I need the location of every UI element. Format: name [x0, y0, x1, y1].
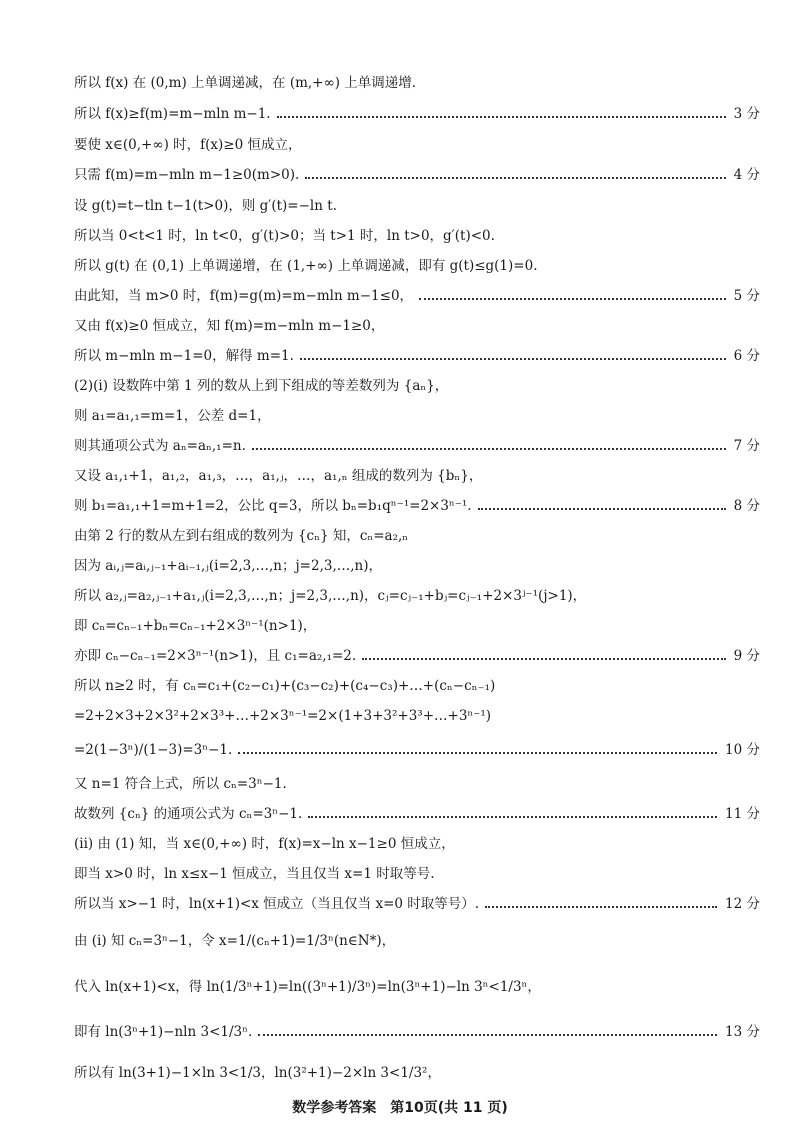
line-text: 则 b₁=a₁,₁+1=m+1=2，公比 q=3，所以 bₙ=b₁qⁿ⁻¹=2×3ⁿ⁻¹. — [74, 498, 472, 514]
score-label: 9 分 — [733, 648, 760, 664]
line-text: (2)(i) 设数阵中第 1 列的数从上到下组成的等差数列为 {aₙ}， — [74, 378, 449, 394]
line-text: (ii) 由 (1) 知，当 x∈(0,+∞) 时，f(x)=x−ln x−1≥0 恒成立， — [74, 836, 455, 852]
solution-line — [74, 616, 760, 636]
solution-line — [74, 977, 760, 997]
solution-line — [74, 406, 760, 426]
score-label: 12 分 — [725, 896, 760, 912]
leader-dots — [308, 816, 717, 818]
score-label: 6 分 — [733, 348, 760, 364]
line-text: 所以当 0<t<1 时，ln t<0，g′(t)>0；当 t>1 时，ln t>0，g′(t)<0. — [74, 228, 495, 244]
leader-dots — [419, 298, 726, 300]
solution-line — [74, 73, 760, 93]
line-text: 即当 x>0 时，ln x≤x−1 恒成立，当且仅当 x=1 时取等号. — [74, 866, 435, 882]
score-label: 5 分 — [733, 288, 760, 304]
line-text: 即 cₙ=cₙ₋₁+bₙ=cₙ₋₁+2×3ⁿ⁻¹(n>1)， — [74, 618, 317, 634]
line-text: 要使 x∈(0,+∞) 时，f(x)≥0 恒成立， — [74, 137, 302, 153]
solution-line — [74, 346, 760, 366]
line-text: 所以 g(t) 在 (0,1) 上单调递增，在 (1,+∞) 上单调递减，即有 g(t)≤g(1)=0. — [74, 258, 538, 274]
solution-line — [74, 165, 760, 185]
line-text: 所以 a₂,ⱼ=a₂,ⱼ₋₁+a₁,ⱼ(i=2,3,…,n；j=2,3,…,n)，cⱼ=cⱼ₋₁+bⱼ=cⱼ₋₁+2×3ʲ⁻¹(j>1)， — [74, 588, 587, 604]
line-text: 设 g(t)=t−tln t−1(t>0)，则 g′(t)=−ln t. — [74, 198, 337, 214]
line-text: 又设 a₁,₁+1，a₁,₂，a₁,₃，…，a₁,ⱼ，…，a₁,ₙ 组成的数列为 {bₙ}， — [74, 468, 483, 484]
line-text: 因为 aᵢ,ⱼ=aᵢ,ⱼ₋₁+aᵢ₋₁,ⱼ(i=2,3,…,n；j=2,3,…,n)， — [74, 558, 383, 574]
line-text: =2(1−3ⁿ)/(1−3)=3ⁿ−1. — [74, 742, 233, 758]
solution-line — [74, 804, 760, 824]
line-text: =2+2×3+2×3²+2×3³+…+2×3ⁿ⁻¹=2×(1+3+3²+3³+…+3ⁿ⁻¹) — [74, 708, 492, 724]
solution-line — [74, 556, 760, 576]
score-label: 11 分 — [725, 806, 760, 822]
solution-line — [74, 676, 760, 696]
score-label: 3 分 — [733, 106, 760, 122]
leader-dots — [258, 1034, 717, 1036]
score-label: 8 分 — [733, 498, 760, 514]
line-text: 所以 m−mln m−1=0，解得 m=1. — [74, 348, 294, 364]
line-text: 则其通项公式为 aₙ=aₙ,₁=n. — [74, 438, 246, 454]
line-text: 亦即 cₙ−cₙ₋₁=2×3ⁿ⁻¹(n>1)，且 c₁=a₂,₁=2. — [74, 648, 357, 664]
solution-line — [74, 931, 760, 951]
line-text: 故数列 {cₙ} 的通项公式为 cₙ=3ⁿ−1. — [74, 806, 303, 822]
line-text: 所以 n≥2 时，有 cₙ=c₁+(c₂−c₁)+(c₃−c₂)+(c₄−c₃)+…+(cₙ−cₙ₋₁) — [74, 678, 496, 694]
solution-line — [74, 316, 760, 336]
solution-line — [74, 1022, 760, 1042]
solution-line — [74, 586, 760, 606]
solution-line — [74, 466, 760, 486]
leader-dots — [485, 906, 717, 908]
solution-line — [74, 286, 760, 306]
score-label: 10 分 — [725, 742, 760, 758]
line-text: 所以 f(x)≥f(m)=m−mln m−1. — [74, 106, 271, 122]
solution-line — [74, 1063, 760, 1083]
solution-line — [74, 496, 760, 516]
line-text: 由此知，当 m>0 时，f(m)=g(m)=m−mln m−1≤0， — [74, 288, 414, 304]
line-text: 则 a₁=a₁,₁=m=1，公差 d=1， — [74, 408, 271, 424]
solution-line — [74, 526, 760, 546]
solution-line — [74, 774, 760, 794]
line-text: 所以 f(x) 在 (0,m) 上单调递减，在 (m,+∞) 上单调递增. — [74, 75, 417, 91]
line-text: 代入 ln(x+1)<x，得 ln(1/3ⁿ+1)=ln((3ⁿ+1)/3ⁿ)=ln(3ⁿ+1)−ln 3ⁿ<1/3ⁿ， — [74, 979, 541, 995]
solution-line — [74, 196, 760, 216]
solution-line — [74, 436, 760, 456]
page-footer: 数学参考答案 第10页(共 11 页) — [292, 1100, 508, 1116]
solution-line — [74, 226, 760, 246]
score-label: 7 分 — [733, 438, 760, 454]
leader-dots — [277, 116, 726, 118]
solution-line — [74, 894, 760, 914]
score-label: 4 分 — [733, 167, 760, 183]
solution-line — [74, 864, 760, 884]
solution-line — [74, 834, 760, 854]
line-text: 只需 f(m)=m−mln m−1≥0(m>0). — [74, 167, 300, 183]
line-text: 又 n=1 符合上式，所以 cₙ=3ⁿ−1. — [74, 776, 287, 792]
leader-dots — [252, 448, 726, 450]
leader-dots — [362, 658, 725, 660]
solution-line — [74, 135, 760, 155]
line-text: 所以有 ln(3+1)−1×ln 3<1/3，ln(3²+1)−2×ln 3<1/3²， — [74, 1065, 441, 1081]
solution-line — [74, 376, 760, 396]
line-text: 即有 ln(3ⁿ+1)−nln 3<1/3ⁿ. — [74, 1024, 253, 1040]
solution-line — [74, 104, 760, 124]
solution-line — [74, 646, 760, 666]
line-text: 所以当 x>−1 时，ln(x+1)<x 恒成立（当且仅当 x=0 时取等号）. — [74, 896, 480, 912]
leader-dots — [305, 177, 725, 179]
solution-line — [74, 706, 760, 726]
leader-dots — [478, 508, 726, 510]
line-text: 由 (i) 知 cₙ=3ⁿ−1，令 x=1/(cₙ+1)=1/3ⁿ(n∈N*)， — [74, 933, 396, 949]
score-label: 13 分 — [725, 1024, 760, 1040]
solution-line — [74, 740, 760, 760]
line-text: 又由 f(x)≥0 恒成立，知 f(m)=m−mln m−1≥0， — [74, 318, 385, 334]
solution-line — [74, 256, 760, 276]
line-text: 由第 2 行的数从左到右组成的数列为 {cₙ} 知，cₙ=a₂,ₙ — [74, 528, 409, 544]
leader-dots — [238, 752, 717, 754]
leader-dots — [300, 358, 726, 360]
